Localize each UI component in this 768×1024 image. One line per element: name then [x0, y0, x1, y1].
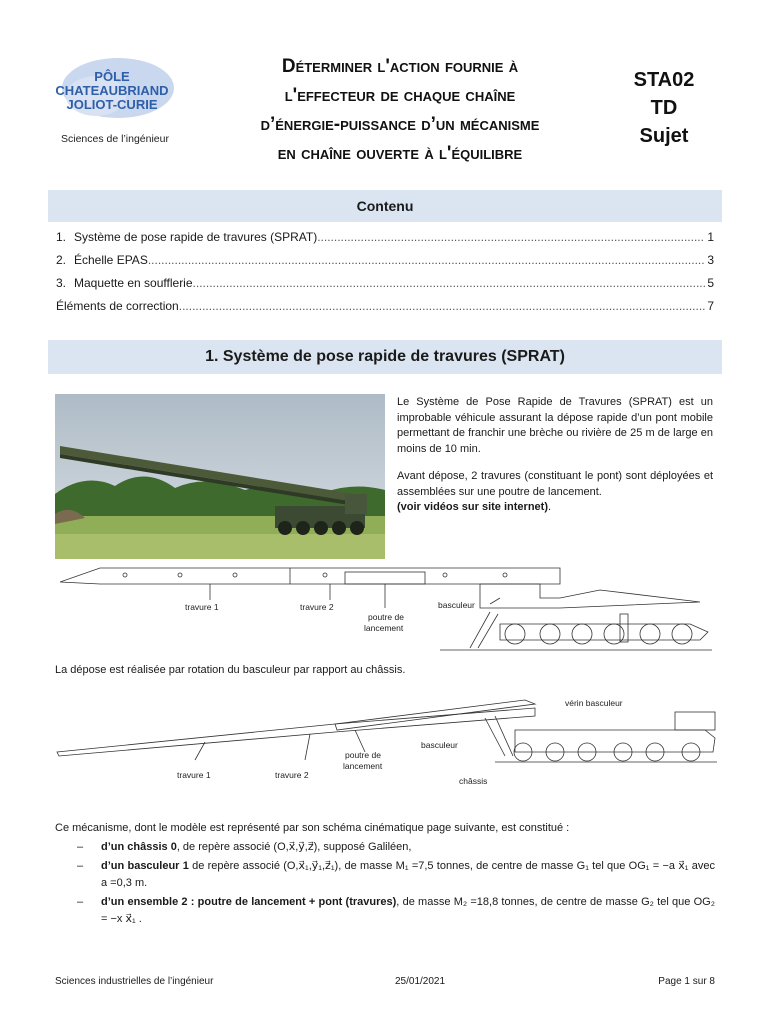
code-line: Sujet: [639, 125, 689, 147]
toc-label: Système de pose rapide de travures (SPRAT): [74, 230, 318, 244]
bullet-dash: –: [77, 896, 84, 908]
video-note-end: .: [547, 501, 552, 513]
footer-left: Sciences industrielles de l’ingénieur: [55, 976, 214, 987]
description-intro: Ce mécanisme, dont le modèle est représenté par son schéma cinématique page suivante, est constitué :: [55, 822, 570, 834]
toc-number: 2.: [56, 253, 67, 267]
title-line: l'effecteur de chaque chaîne: [284, 85, 516, 106]
school-logo: [50, 56, 180, 145]
label-chassis: châssis: [459, 776, 488, 786]
logo-text: [50, 70, 174, 112]
toc-label: Maquette en soufflerie: [74, 276, 193, 290]
toc-page: 7: [707, 299, 714, 313]
table-of-contents: [56, 226, 714, 318]
document-code: [616, 66, 712, 150]
bullet-text: , de repère associé (O,x⃗,y⃗,z⃗), supposé Galiléen,: [176, 841, 412, 853]
toc-entry[interactable]: [56, 295, 714, 318]
label-poutre-line1: poutre de: [368, 612, 404, 622]
toc-entry[interactable]: [56, 249, 714, 272]
toc-heading: Contenu: [48, 190, 722, 222]
toc-label: Éléments de correction: [56, 299, 179, 313]
label-poutre-line1: poutre de: [345, 750, 381, 760]
title-line: en chaîne ouverte à l'équilibre: [277, 143, 523, 164]
footer-date: 25/01/2021: [395, 976, 446, 987]
sprat-side-view-diagram: [60, 562, 712, 654]
bullet-dash: –: [77, 860, 84, 872]
label-travure-1: travure 1: [185, 602, 219, 612]
label-travure-1: travure 1: [177, 770, 211, 780]
logo-subtitle: Sciences de l’ingénieur: [61, 133, 169, 145]
rotation-caption: La dépose est réalisée par rotation du basculeur par rapport au châssis.: [55, 664, 406, 676]
bullet-text: de repère associé (O,x⃗₁,y⃗₁,z⃗₁), de masse M₁ =7,5 tonnes, de centre de masse G₁ tel que OG₁ = −a x⃗₁ avec a =0,3 m.: [101, 860, 715, 889]
bullet-dash: –: [77, 841, 84, 853]
toc-label: Échelle EPAS: [74, 253, 148, 267]
toc-leader: [317, 226, 705, 249]
video-note: (voir vidéos sur site internet): [397, 501, 548, 513]
section-heading: 1. Système de pose rapide de travures (SPRAT): [48, 340, 722, 374]
page-footer: [55, 976, 715, 987]
list-item: [55, 894, 715, 928]
bullet-bold: d’un châssis 0: [101, 841, 177, 853]
label-travure-2: travure 2: [300, 602, 334, 612]
label-basculeur: basculeur: [438, 600, 475, 610]
list-item: [55, 858, 715, 892]
bullet-bold: d’un basculeur 1: [101, 860, 189, 872]
toc-number: 3.: [56, 276, 67, 290]
toc-leader: [179, 295, 706, 318]
code-line: STA02: [633, 69, 695, 91]
logo-line: CHATEAUBRIAND: [55, 83, 169, 98]
mechanism-description: [55, 820, 715, 928]
toc-page: 1: [707, 230, 714, 244]
list-item: [55, 839, 715, 856]
label-poutre-line2: lancement: [343, 761, 383, 771]
label-basculeur: basculeur: [421, 740, 458, 750]
document-title: [200, 52, 600, 168]
toc-number: 1.: [56, 230, 67, 244]
toc-leader: [148, 249, 705, 272]
label-travure-2: travure 2: [275, 770, 309, 780]
toc-leader: [193, 272, 706, 295]
deploy-paragraph: [397, 469, 713, 516]
bullet-text: , de masse M₂ =18,8 tonnes, de centre de masse G₂ tel que OG₂ = −x x⃗₁ .: [101, 896, 715, 925]
logo-line: JOLIOT-CURIE: [66, 97, 158, 112]
toc-entry[interactable]: [56, 272, 714, 295]
logo-line: PÔLE: [94, 69, 130, 84]
title-line: Déterminer l'action fournie à: [281, 56, 519, 77]
deploy-text: Avant dépose, 2 travures (constituant le pont) sont déployées et assemblées sur une poutre de lancement.: [397, 470, 713, 498]
intro-paragraph: Le Système de Pose Rapide de Travures (SPRAT) est un improbable véhicule assurant la dépose rapide d’un pont mobile permettant de franchir une brèche ou rivière de 25 m de large en moins de 10 min.: [397, 396, 713, 455]
bullet-bold: d’un ensemble 2 : poutre de lancement + pont (travures): [101, 896, 397, 908]
sprat-deposit-diagram: [55, 690, 717, 790]
toc-page: 3: [707, 253, 714, 267]
toc-entry[interactable]: [56, 226, 714, 249]
footer-page: Page 1 sur 8: [658, 976, 715, 987]
label-poutre-line2: lancement: [364, 623, 404, 633]
label-verin-basculeur: vérin basculeur: [565, 698, 623, 708]
code-line: TD: [650, 97, 678, 119]
title-line: d’énergie-puissance d’un mécanisme: [260, 114, 540, 135]
toc-page: 5: [707, 276, 714, 290]
sprat-vehicle-photo: [55, 394, 385, 559]
